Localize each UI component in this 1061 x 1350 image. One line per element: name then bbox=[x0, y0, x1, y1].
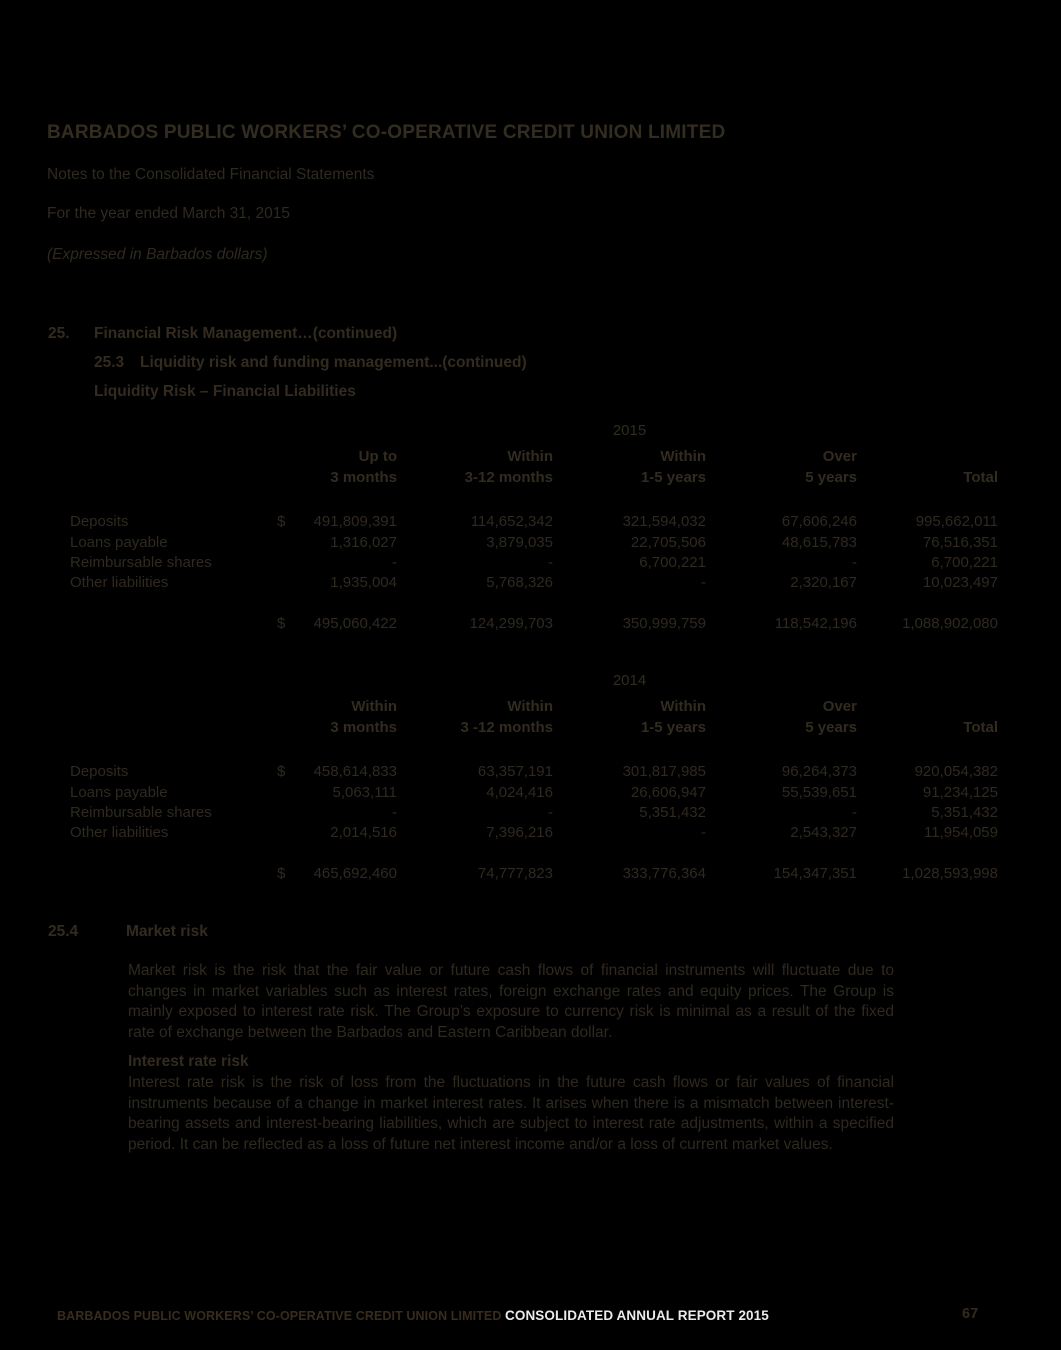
table-total-row bbox=[70, 864, 998, 884]
cell-value: 3,879,035 bbox=[486, 533, 553, 551]
col-header: 3-12 months bbox=[464, 468, 553, 486]
dollar-sign: $ bbox=[277, 864, 286, 882]
total-value: 1,088,902,080 bbox=[902, 614, 998, 632]
total-value: 154,347,351 bbox=[773, 864, 857, 882]
market-risk-paragraph: Market risk is the risk that the fair value or future cash flows of financial instruments will fluctuate due to changes in market variables such as interest rates, foreign exchange rates and equity prices. The Group is mainly exposed to interest rate risk. The Group’s exposure to currency risk is minimal as a result of the fixed rate of exchange between the Barbados and Eastern Caribbean dollar. bbox=[128, 962, 894, 1041]
page-title: BARBADOS PUBLIC WORKERS’ CO-OPERATIVE CREDIT UNION LIMITED bbox=[47, 122, 726, 143]
cell-value: 91,234,125 bbox=[922, 783, 998, 801]
cell-value: - bbox=[548, 554, 553, 572]
liquidity-risk-heading-text: Liquidity Risk – Financial Liabilities bbox=[94, 383, 356, 400]
cell-value: - bbox=[392, 554, 397, 572]
cell-value: 10,023,497 bbox=[922, 574, 998, 592]
row-label: Other liabilities bbox=[70, 574, 169, 592]
row-label: Loans payable bbox=[70, 783, 168, 801]
liquidity-table-2014 bbox=[70, 671, 998, 884]
table-row bbox=[70, 783, 998, 803]
cell-value: 67,606,246 bbox=[781, 513, 857, 531]
table-row bbox=[70, 553, 998, 573]
cell-value: 458,614,833 bbox=[313, 763, 397, 781]
cell-value: - bbox=[852, 804, 857, 822]
total-value: 118,542,196 bbox=[774, 614, 857, 632]
total-value: 350,999,759 bbox=[622, 614, 706, 632]
table-header-line2 bbox=[70, 718, 998, 738]
subsection-number: 25.3 bbox=[94, 354, 125, 371]
cell-value: 4,024,416 bbox=[486, 783, 553, 801]
cell-value: - bbox=[852, 554, 857, 572]
total-value: 124,299,703 bbox=[469, 614, 553, 632]
cell-value: 6,700,221 bbox=[931, 554, 998, 572]
cell-value: 1,935,004 bbox=[330, 574, 397, 592]
table-row bbox=[70, 803, 998, 823]
col-header: Within bbox=[351, 698, 397, 716]
cell-value: 5,063,111 bbox=[332, 783, 397, 801]
interest-rate-risk-heading: Interest rate risk bbox=[128, 1053, 249, 1070]
cell-value: 321,594,032 bbox=[622, 513, 706, 531]
cell-value: - bbox=[701, 574, 706, 592]
row-label: Other liabilities bbox=[70, 824, 169, 842]
cell-value: 301,817,985 bbox=[622, 763, 706, 781]
cell-value: - bbox=[392, 804, 397, 822]
table-row bbox=[70, 823, 998, 843]
col-header: 5 years bbox=[805, 718, 857, 736]
subsection-title: Liquidity risk and funding management...(continued) bbox=[140, 354, 527, 371]
total-value: 1,028,593,998 bbox=[902, 864, 998, 882]
liquidity-table-2015 bbox=[70, 421, 998, 634]
dollar-sign: $ bbox=[277, 513, 286, 531]
table-year-2015: 2015 bbox=[612, 422, 647, 439]
col-header: Within bbox=[660, 698, 706, 716]
cell-value: - bbox=[548, 804, 553, 822]
col-header: 3 months bbox=[330, 718, 397, 736]
cell-value: 920,054,382 bbox=[914, 763, 998, 781]
col-header: Up to bbox=[358, 448, 397, 466]
table-header-line1 bbox=[70, 697, 998, 717]
col-header: Within bbox=[507, 698, 553, 716]
col-header bbox=[857, 697, 998, 717]
section-25-4-heading bbox=[48, 923, 208, 941]
cell-value: 63,357,191 bbox=[477, 763, 553, 781]
col-header bbox=[857, 447, 998, 467]
section-title: Financial Risk Management…(continued) bbox=[94, 325, 398, 342]
cell-value: 995,662,011 bbox=[915, 513, 998, 531]
row-label: Deposits bbox=[70, 513, 129, 531]
total-value: 74,777,823 bbox=[477, 864, 553, 882]
interest-rate-risk-paragraph: Interest rate risk is the risk of loss from the fluctuations in the future cash flows or fair values of financial instruments because of a change in market interest rates. It arises when there is a mismatch between interest-bearing assets and interest-bearing liabilities, which are subject to interest rate adjustments, within a specified period. It can be reflected as a loss of future net interest income and/or a loss of current market values. bbox=[128, 1074, 894, 1153]
section-25-3-heading bbox=[94, 354, 527, 372]
col-header: Total bbox=[963, 718, 998, 736]
section-number: 25. bbox=[48, 325, 70, 342]
cell-value: 26,606,947 bbox=[630, 783, 706, 801]
subsection-title: Market risk bbox=[126, 923, 208, 940]
section-25-heading bbox=[48, 325, 397, 343]
table-row bbox=[70, 762, 998, 782]
subsection-number: 25.4 bbox=[48, 923, 79, 940]
dollar-sign: $ bbox=[277, 763, 286, 781]
liquidity-risk-heading bbox=[94, 383, 356, 401]
total-value: 495,060,422 bbox=[313, 614, 397, 632]
cell-value: 48,615,783 bbox=[781, 533, 857, 551]
col-header: Within bbox=[507, 448, 553, 466]
cell-value: 55,539,651 bbox=[781, 783, 857, 801]
cell-value: 96,264,373 bbox=[781, 763, 857, 781]
cell-value: - bbox=[701, 824, 706, 842]
footer-report-title: CONSOLIDATED ANNUAL REPORT 2015 bbox=[505, 1308, 769, 1323]
cell-value: 5,351,432 bbox=[639, 804, 706, 822]
col-header: 1-5 years bbox=[640, 718, 706, 736]
col-header: 3 months bbox=[330, 468, 397, 486]
col-header: Within bbox=[660, 448, 706, 466]
table-year-2014: 2014 bbox=[612, 672, 647, 689]
cell-value: 5,768,326 bbox=[486, 574, 553, 592]
currency-note: (Expressed in Barbados dollars) bbox=[47, 246, 268, 263]
col-header: 1-5 years bbox=[640, 468, 706, 486]
col-header: Over bbox=[822, 698, 857, 716]
row-label: Reimbursable shares bbox=[70, 554, 212, 572]
cell-value: 114,652,342 bbox=[470, 513, 553, 531]
table-row bbox=[70, 573, 998, 593]
col-header: 5 years bbox=[805, 468, 857, 486]
table-row bbox=[70, 533, 998, 553]
row-label: Loans payable bbox=[70, 533, 168, 551]
table-header-line1 bbox=[70, 447, 998, 467]
row-label: Deposits bbox=[70, 763, 129, 781]
cell-value: 76,516,351 bbox=[922, 533, 998, 551]
cell-value: 11,954,059 bbox=[924, 824, 998, 842]
table-header-line2 bbox=[70, 468, 998, 488]
col-header: 3 -12 months bbox=[460, 718, 553, 736]
cell-value: 6,700,221 bbox=[639, 554, 706, 572]
notes-subtitle: Notes to the Consolidated Financial Statements bbox=[47, 166, 375, 183]
total-value: 465,692,460 bbox=[313, 864, 397, 882]
cell-value: 22,705,506 bbox=[630, 533, 706, 551]
table-row bbox=[70, 512, 998, 532]
year-ended-subtitle: For the year ended March 31, 2015 bbox=[47, 205, 290, 222]
footer-company-name: BARBADOS PUBLIC WORKERS’ CO-OPERATIVE CREDIT UNION LIMITED bbox=[57, 1309, 502, 1323]
cell-value: 491,809,391 bbox=[313, 513, 397, 531]
cell-value: 2,320,167 bbox=[790, 574, 857, 592]
cell-value: 1,316,027 bbox=[330, 533, 397, 551]
row-label: Reimbursable shares bbox=[70, 804, 212, 822]
footer-page-number: 67 bbox=[962, 1306, 979, 1322]
cell-value: 7,396,216 bbox=[486, 824, 553, 842]
total-value: 333,776,364 bbox=[622, 864, 706, 882]
cell-value: 2,014,516 bbox=[330, 824, 397, 842]
cell-value: 2,543,327 bbox=[790, 824, 857, 842]
cell-value: 5,351,432 bbox=[931, 804, 998, 822]
col-header: Total bbox=[963, 468, 998, 486]
col-header: Over bbox=[822, 448, 857, 466]
table-total-row bbox=[70, 614, 998, 634]
dollar-sign: $ bbox=[277, 614, 286, 632]
